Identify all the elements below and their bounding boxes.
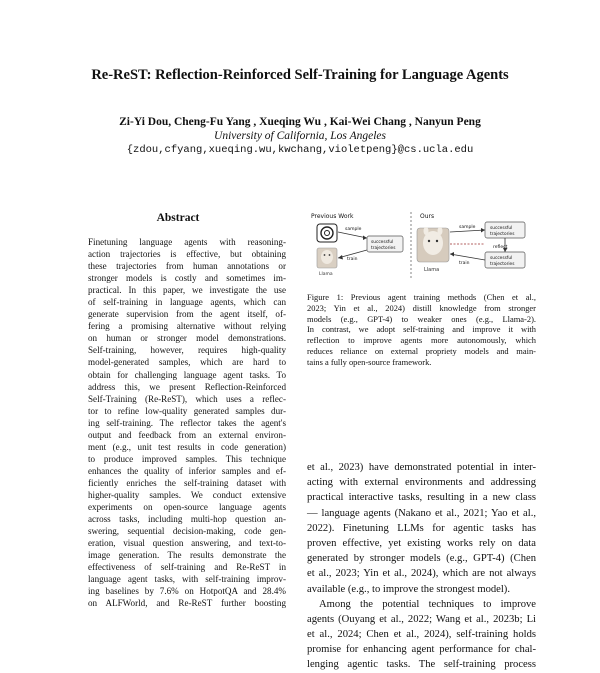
gpt-logo-icon <box>317 224 337 242</box>
abstract-heading: Abstract <box>156 212 200 224</box>
text-line: In contrast, we adopt self-training and improve it with <box>307 324 536 335</box>
text-line: promise for enhancing agent performance for chal- <box>307 644 536 656</box>
fig-trajectories-top: trajectories <box>490 232 515 237</box>
text-line: effectiveness of self-training and Re-ReST in <box>88 562 286 573</box>
text-line: Self-Training (Re-ReST), which uses a reflec- <box>88 393 286 404</box>
text-line: on human or stronger model demonstrations. <box>88 333 286 344</box>
text-line: practical. In this paper, we investigate the use <box>88 285 286 296</box>
body-text <box>307 460 536 673</box>
fig-reflect-label: reflect <box>493 245 508 250</box>
text-line: output and feedback from an external environ- <box>88 429 286 440</box>
text-line: et al., 2023) have demonstrated potential in inter- <box>307 462 536 473</box>
text-line: to produce improved samples. This technique <box>88 453 286 464</box>
text-line: ment (e.g., unit test results in code generation) <box>88 441 286 452</box>
fig-llama-label-prev: Llama <box>319 272 333 277</box>
text-line: enhances the quality of inferior samples and ef- <box>88 465 286 476</box>
text-line: proven effective, yet existing works rely on data <box>307 537 536 549</box>
text-line: generated by stronger models (e.g., GPT-4) (Chen <box>307 553 536 565</box>
text-line: these trajectories from human annotations or <box>88 261 286 272</box>
text-line: ing baselines by 7.6% on HotpotQA and 28.4% <box>88 586 286 597</box>
fig-sample-label-ours: sample <box>459 225 476 230</box>
text-line: et al., 2023; Yin et al., 2024), which are not always <box>307 568 536 580</box>
paper-title: Re-ReST: Reflection-Reinforced Self-Training for Language Agents <box>91 67 509 83</box>
text-line: stronger models is costly and sometimes im- <box>88 273 286 284</box>
fig-trajectories-prev: trajectories <box>371 246 396 251</box>
llama-icon-small <box>317 248 337 268</box>
fig-trajectories-bottom: trajectories <box>490 262 515 267</box>
fig-successful-prev: successful <box>371 240 394 245</box>
text-line: tor to refine low-quality generated samples dur- <box>88 405 286 416</box>
text-line: lenging agentic tasks. The self-training process <box>307 659 536 671</box>
text-line: Among the potential techniques to improve <box>319 598 536 610</box>
text-line: reduces reliance on external propriety models and main- <box>307 345 536 356</box>
author-emails: {zdou,cfyang,xueqing.wu,kwchang,violetpeng}@cs.ucla.edu <box>126 144 474 156</box>
abstract-text <box>88 236 286 609</box>
text-line: swering, sequential decision-making, code gen- <box>88 526 286 537</box>
text-line: action trajectories is effective, but obtaining <box>88 249 286 260</box>
fig-train-label-ours: train <box>459 261 470 266</box>
text-line: tains a fully open-source framework. <box>307 356 432 367</box>
fig-successful-top: successful <box>490 226 513 231</box>
text-line: across tasks, including multi-hop question an- <box>88 514 286 525</box>
llama-icon-large <box>417 227 449 262</box>
fig-sample-label-prev: sample <box>345 227 362 232</box>
text-line: Figure 1: Previous agent training methods (Chen et al., <box>307 292 536 302</box>
text-line: ficiently enriches the self-training dataset with <box>88 477 286 488</box>
text-line: ing self-training. The reflector takes the agent's <box>88 417 286 428</box>
text-line: experiments on open-source language agents <box>88 502 286 513</box>
text-line: acting with external environments and addressing <box>307 477 536 489</box>
affiliation: University of California, Los Angeles <box>214 130 386 142</box>
text-line: obtain for challenging language agent tasks. To <box>88 369 286 380</box>
text-line: reflection to improve agents more autonomously, which <box>307 335 536 346</box>
text-line: model-generated samples, which are hard to <box>88 357 286 368</box>
text-line: agents (Ouyang et al., 2022; Wang et al., 2023b; Li <box>307 613 536 625</box>
figure-caption <box>307 292 536 368</box>
text-line: higher-quality samples. We conduct extensive <box>88 489 286 500</box>
text-line: 2023; Yin et al., 2024) distill knowledge from stronger <box>307 302 536 313</box>
fig-label-ours: Ours <box>420 213 435 220</box>
text-line: of self-training in language agents, which can <box>88 297 286 308</box>
text-line: — language agents (Nakano et al., 2021; Yao et al., <box>307 507 536 519</box>
text-line: available (e.g., to improve the strongest model). <box>307 583 510 595</box>
text-line: et al., 2024; Chen et al., 2024), self-training holds <box>307 629 536 641</box>
text-line: on ALFWorld, and Re-ReST further boosting <box>88 598 286 609</box>
figure-1-diagram <box>307 208 536 284</box>
fig-llama-label-ours: Llama <box>424 267 440 273</box>
text-line: language agent tasks, with self-training improv- <box>88 574 286 585</box>
fig-successful-bottom: successful <box>490 256 513 261</box>
text-line: Finetuning language agents with reasoning- <box>88 237 286 247</box>
text-line: eration, visual question answering, and text-to- <box>88 538 286 549</box>
fig-train-label-prev: train <box>347 257 358 262</box>
text-line: fering a promising alternative without relying <box>88 321 286 332</box>
author-list: Zi-Yi Dou, Cheng-Fu Yang , Xueqing Wu , Kai-Wei Chang , Nanyun Peng <box>119 116 481 128</box>
text-line: address this, we present Reflection-Reinforced <box>88 381 286 392</box>
text-line: practical interactive tasks, resulting in a new class <box>307 492 536 504</box>
fig-label-previous-work: Previous Work <box>311 213 354 220</box>
figure-1 <box>307 208 536 284</box>
text-line: 2022). Finetuning LLMs for agentic tasks has <box>307 522 536 534</box>
text-line: image generation. The results demonstrate the <box>88 550 286 561</box>
text-line: Self-training, however, requires high-quality <box>88 345 286 356</box>
text-line: generate supervision from the agent itself, of- <box>88 309 286 320</box>
text-line: models (e.g., GPT-4) to weaker ones (e.g., Llama-2). <box>307 313 536 324</box>
